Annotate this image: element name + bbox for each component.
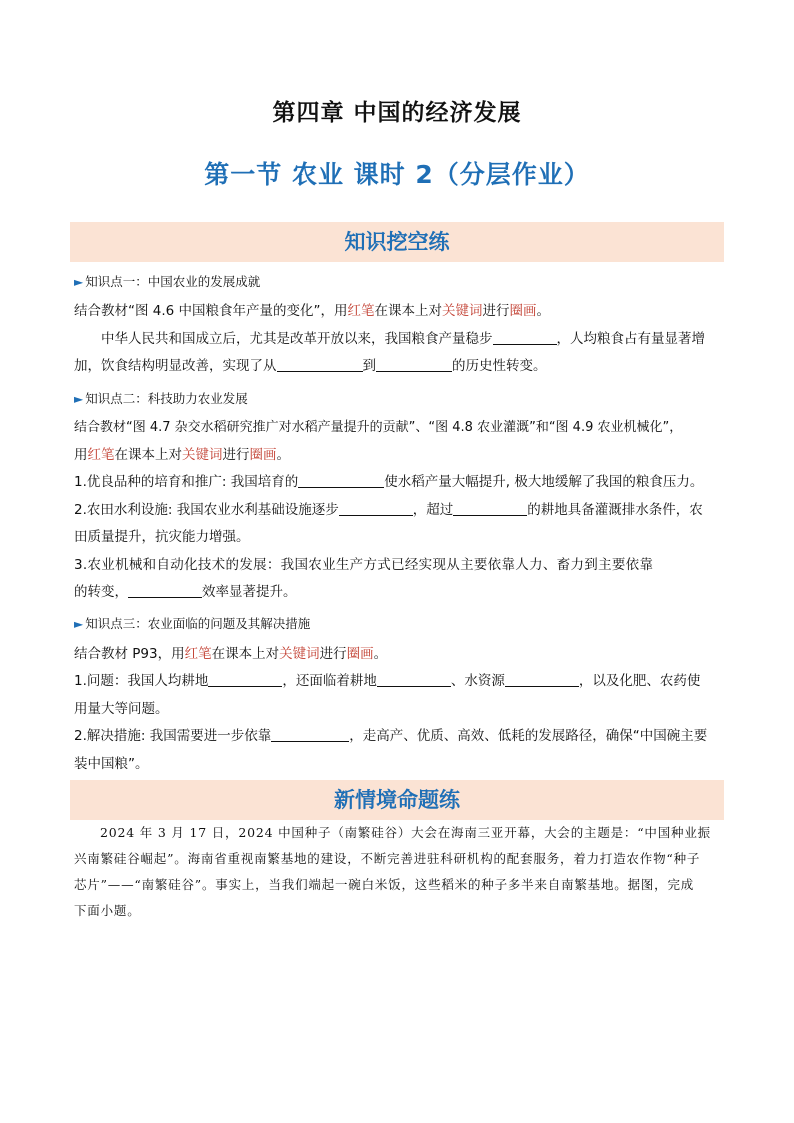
text: 效率显著提升。 [202,584,297,600]
kp3-item1-line1 [74,669,724,689]
fill-blank[interactable] [376,357,452,372]
fill-blank[interactable] [453,501,527,516]
text: 进行 [319,646,347,662]
kp3-item2-line1 [74,724,724,744]
text: ，人均粮食占有量显著增 [556,331,705,347]
fill-blank[interactable] [271,727,349,742]
kp1-paragraph-line2 [74,354,724,374]
text: 到 [362,358,376,374]
fill-blank[interactable] [298,473,384,488]
text: 的耕地具备灌溉排水条件，农 [527,502,703,518]
triangle-marker-icon: ► [74,617,84,631]
text: ，超过 [412,502,454,518]
scenario-paragraph [74,820,724,924]
red-keyword: 圈画 [249,447,277,463]
text: 、水资源 [450,673,505,689]
kp3-heading: 知识点三：农业面临的问题及其解决措施 [85,616,311,631]
kp2-item2-line1 [74,498,724,518]
text: 结合教材“图 4.6 中国粮食年产量的变化”，用 [74,303,348,319]
text: 。 [536,303,551,319]
text: 的转变， [74,584,128,600]
red-keyword: 关键词 [279,646,320,662]
kp3-item1-line2: 用量大等问题。 [74,701,169,717]
kp2-item2-line2: 田质量提升，抗灾能力增强。 [74,529,250,545]
text: 。 [373,646,388,662]
kp1-instruction [74,299,724,319]
text: 进行 [482,303,510,319]
text: 2.农田水利设施: 我国农业水利基础设施逐步 [74,502,339,518]
red-keyword: 圈画 [346,646,374,662]
kp2-heading-line [74,389,724,407]
text: 加，饮食结构明显改善，实现了从 [74,358,277,374]
chapter-title: 第四章 中国的经济发展 [272,100,522,126]
kp3-item2-line2: 装中国粮”。 [74,756,149,772]
text: 1.优良品种的培育和推广: 我国培育的 [74,474,299,490]
kp2-item1 [74,470,724,490]
red-keyword: 关键词 [182,447,223,463]
text: 。 [276,447,290,463]
kp1-paragraph-line1 [74,327,751,347]
scenario-line: 芯片”——“南繁硅谷”。事实上，当我们端起一碗白米饭，这些稻米的种子多半来自南繁基地。据图，完成 [74,877,695,892]
scenario-line: 下面小题。 [74,903,141,918]
red-keyword: 红笔 [347,303,375,319]
section-title: 第一节 农业 课时 2（分层作业） [204,160,590,189]
text: 结合教材 P93，用 [74,646,185,662]
text: ，还面临着耕地 [282,673,377,689]
kp2-instruction-line1: 结合教材“图 4.7 杂交水稻研究推广对水稻产量提升的贡献”、“图 4.8 农业灌溉”和“图 4.9 农业机械化”， [74,420,683,435]
text: 的历史性转变。 [452,358,547,374]
kp1-heading-line [74,272,724,290]
fill-blank[interactable] [505,672,579,687]
fill-blank[interactable] [277,357,363,372]
kp2-heading: 知识点二：科技助力农业发展 [85,391,248,406]
fill-blank[interactable] [493,330,557,345]
text: 进行 [222,447,250,463]
text: 使水稻产量大幅提升, 极大地缓解了我国的粮食压力。 [384,474,704,490]
text: 在课本上对 [374,303,443,319]
text: 在课本上对 [114,447,182,463]
text: 1.问题：我国人均耕地 [74,673,209,689]
text: 中华人民共和国成立后，尤其是改革开放以来，我国粮食产量稳步 [101,331,493,347]
scenario-line: 2024 年 3 月 17 日，2024 中国种子（南繁硅谷）大会在海南三亚开幕，大会的主题是：“中国种业振 [100,825,711,840]
banner-knowledge: 知识挖空练 [70,222,724,262]
kp2-item3-line2 [74,580,724,600]
red-keyword: 圈画 [509,303,537,319]
fill-blank[interactable] [128,583,202,598]
kp1-heading: 知识点一：中国农业的发展成就 [85,274,261,289]
text: 2.解决措施: 我国需要进一步依靠 [74,728,272,744]
triangle-marker-icon: ► [74,392,84,406]
triangle-marker-icon: ► [74,275,84,289]
fill-blank[interactable] [377,672,451,687]
kp2-instruction-line2 [74,443,724,463]
red-keyword: 关键词 [442,303,483,319]
kp2-item3-line1: 3.农业机械和自动化技术的发展：我国农业生产方式已经实现从主要依靠人力、畜力到主要依靠 [74,557,654,573]
text: ，走高产、优质、高效、低耗的发展路径，确保“中国碗主要 [349,728,708,744]
fill-blank[interactable] [208,672,282,687]
scenario-line: 兴南繁硅谷崛起”。海南省重视南繁基地的建设，不断完善进驻科研机构的配套服务，着力打造农作物“种子 [74,851,701,866]
fill-blank[interactable] [339,501,413,516]
kp3-heading-line [74,614,724,632]
text: 用 [74,447,88,463]
text: ，以及化肥、农药使 [578,673,701,689]
red-keyword: 红笔 [184,646,212,662]
kp3-instruction [74,642,724,662]
text: 在课本上对 [211,646,280,662]
red-keyword: 红笔 [87,447,115,463]
banner-scenario: 新情境命题练 [70,780,724,820]
